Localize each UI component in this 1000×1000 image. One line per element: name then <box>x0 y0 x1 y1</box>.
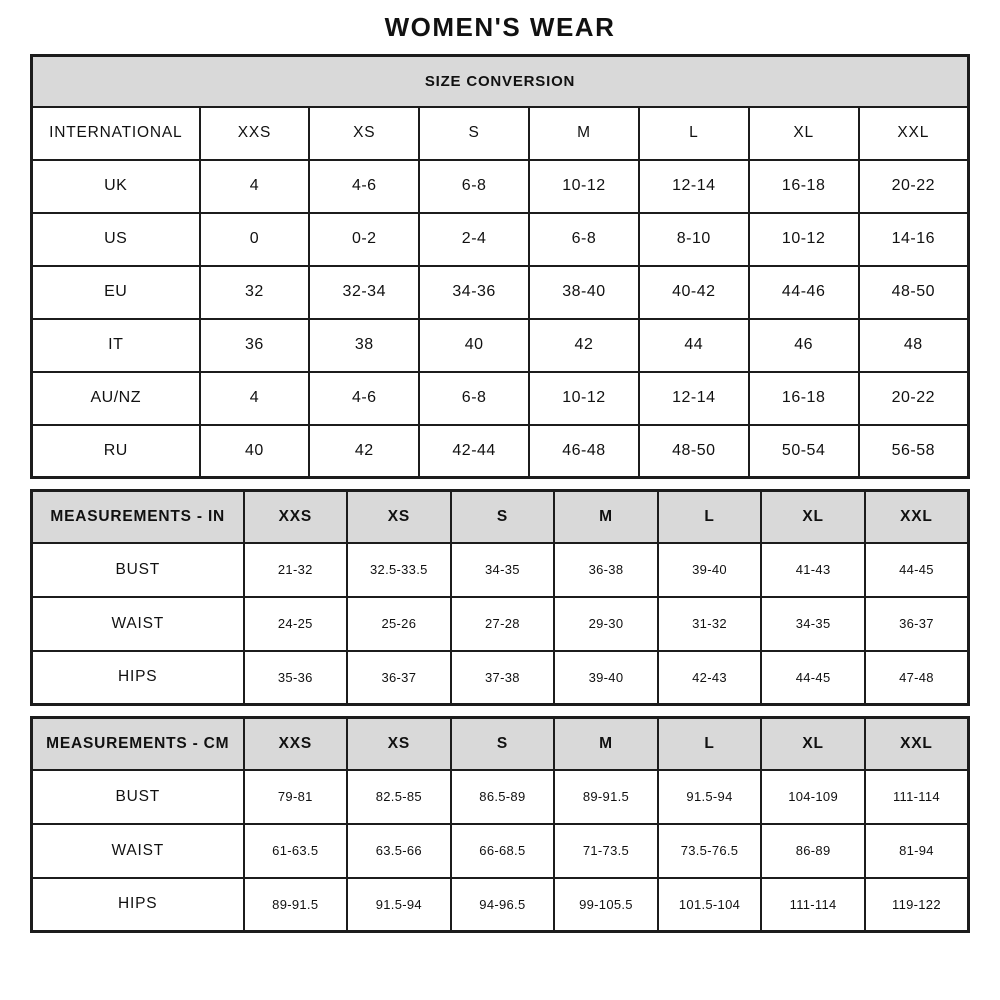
size-value: 8-10 <box>639 213 749 266</box>
size-value: 0-2 <box>309 213 419 266</box>
table-row-hips-in <box>32 651 969 705</box>
measurement-value: 89-91.5 <box>244 878 348 932</box>
column-header-xxl: XXL <box>865 718 969 770</box>
size-value: 40 <box>419 319 529 372</box>
measurements-cm-table <box>30 716 970 933</box>
size-conversion-banner-row <box>32 56 969 107</box>
size-value: 42-44 <box>419 425 529 478</box>
size-value: 4 <box>200 372 310 425</box>
column-header-measurements-in: MEASUREMENTS - IN <box>32 491 244 543</box>
column-header-xl: XL <box>761 491 865 543</box>
measurement-value: 66-68.5 <box>451 824 555 878</box>
size-value: 16-18 <box>749 160 859 213</box>
column-header-m: M <box>554 718 658 770</box>
column-header-xs: XS <box>309 107 419 160</box>
row-label-waist: WAIST <box>32 597 244 651</box>
column-header-xxs: XXS <box>244 491 348 543</box>
measurement-value: 36-37 <box>865 597 969 651</box>
size-value: 16-18 <box>749 372 859 425</box>
row-label-bust: BUST <box>32 543 244 597</box>
size-conversion-table <box>30 54 970 479</box>
measurement-value: 47-48 <box>865 651 969 705</box>
measurement-value: 31-32 <box>658 597 762 651</box>
column-header-measurements-cm: MEASUREMENTS - CM <box>32 718 244 770</box>
row-label-hips: HIPS <box>32 651 244 705</box>
measurement-value: 42-43 <box>658 651 762 705</box>
measurement-value: 99-105.5 <box>554 878 658 932</box>
row-label-ru: RU <box>32 425 200 478</box>
column-header-m: M <box>529 107 639 160</box>
measurement-value: 86.5-89 <box>451 770 555 824</box>
row-label-waist: WAIST <box>32 824 244 878</box>
size-value: 42 <box>309 425 419 478</box>
size-value: 50-54 <box>749 425 859 478</box>
measurements-in-table <box>30 489 970 706</box>
size-value: 36 <box>200 319 310 372</box>
size-value: 32-34 <box>309 266 419 319</box>
table-row-waist-in <box>32 597 969 651</box>
measurement-value: 86-89 <box>761 824 865 878</box>
size-value: 44 <box>639 319 749 372</box>
size-value: 20-22 <box>859 160 969 213</box>
measurements-in-header-row <box>32 491 969 543</box>
measurement-value: 34-35 <box>761 597 865 651</box>
column-header-xs: XS <box>347 491 451 543</box>
column-header-l: L <box>658 491 762 543</box>
size-value: 44-46 <box>749 266 859 319</box>
measurement-value: 104-109 <box>761 770 865 824</box>
measurement-value: 101.5-104 <box>658 878 762 932</box>
measurement-value: 41-43 <box>761 543 865 597</box>
measurement-value: 29-30 <box>554 597 658 651</box>
size-value: 56-58 <box>859 425 969 478</box>
size-value: 48-50 <box>859 266 969 319</box>
row-label-uk: UK <box>32 160 200 213</box>
size-value: 38-40 <box>529 266 639 319</box>
measurement-value: 34-35 <box>451 543 555 597</box>
size-value: 32 <box>200 266 310 319</box>
row-label-it: IT <box>32 319 200 372</box>
table-row-aunz <box>32 372 969 425</box>
table-row-ru <box>32 425 969 478</box>
size-value: 4-6 <box>309 160 419 213</box>
size-value: 46 <box>749 319 859 372</box>
measurement-value: 82.5-85 <box>347 770 451 824</box>
table-row-us <box>32 213 969 266</box>
table-row-it <box>32 319 969 372</box>
size-value: 2-4 <box>419 213 529 266</box>
measurement-value: 36-38 <box>554 543 658 597</box>
measurement-value: 24-25 <box>244 597 348 651</box>
column-header-m: M <box>554 491 658 543</box>
column-header-xl: XL <box>749 107 859 160</box>
column-header-international: INTERNATIONAL <box>32 107 200 160</box>
column-header-xxl: XXL <box>865 491 969 543</box>
column-header-xl: XL <box>761 718 865 770</box>
measurement-value: 44-45 <box>865 543 969 597</box>
measurement-value: 91.5-94 <box>658 770 762 824</box>
size-conversion-banner: SIZE CONVERSION <box>32 56 969 107</box>
size-value: 6-8 <box>529 213 639 266</box>
measurement-value: 27-28 <box>451 597 555 651</box>
size-conversion-header-row <box>32 107 969 160</box>
measurement-value: 111-114 <box>865 770 969 824</box>
size-value: 0 <box>200 213 310 266</box>
size-value: 38 <box>309 319 419 372</box>
column-header-l: L <box>658 718 762 770</box>
measurement-value: 32.5-33.5 <box>347 543 451 597</box>
size-value: 20-22 <box>859 372 969 425</box>
size-value: 46-48 <box>529 425 639 478</box>
size-value: 34-36 <box>419 266 529 319</box>
size-value: 10-12 <box>529 160 639 213</box>
column-header-s: S <box>419 107 529 160</box>
table-row-hips-cm <box>32 878 969 932</box>
column-header-xxl: XXL <box>859 107 969 160</box>
table-row-eu <box>32 266 969 319</box>
page-title: WOMEN'S WEAR <box>384 12 616 42</box>
measurement-value: 21-32 <box>244 543 348 597</box>
column-header-xs: XS <box>347 718 451 770</box>
measurement-value: 39-40 <box>554 651 658 705</box>
size-value: 4-6 <box>309 372 419 425</box>
measurement-value: 63.5-66 <box>347 824 451 878</box>
size-value: 12-14 <box>639 372 749 425</box>
column-header-l: L <box>639 107 749 160</box>
size-value: 40-42 <box>639 266 749 319</box>
table-row-bust-cm <box>32 770 969 824</box>
table-row-uk <box>32 160 969 213</box>
row-label-us: US <box>32 213 200 266</box>
size-value: 10-12 <box>529 372 639 425</box>
size-value: 4 <box>200 160 310 213</box>
size-value: 12-14 <box>639 160 749 213</box>
measurement-value: 119-122 <box>865 878 969 932</box>
measurements-cm-header-row <box>32 718 969 770</box>
measurement-value: 37-38 <box>451 651 555 705</box>
table-row-bust-in <box>32 543 969 597</box>
size-value: 48-50 <box>639 425 749 478</box>
size-value: 14-16 <box>859 213 969 266</box>
measurement-value: 81-94 <box>865 824 969 878</box>
size-value: 6-8 <box>419 160 529 213</box>
size-value: 48 <box>859 319 969 372</box>
measurement-value: 25-26 <box>347 597 451 651</box>
measurement-value: 44-45 <box>761 651 865 705</box>
measurement-value: 73.5-76.5 <box>658 824 762 878</box>
measurement-value: 91.5-94 <box>347 878 451 932</box>
row-label-eu: EU <box>32 266 200 319</box>
row-label-bust: BUST <box>32 770 244 824</box>
row-label-hips: HIPS <box>32 878 244 932</box>
measurement-value: 39-40 <box>658 543 762 597</box>
column-header-xxs: XXS <box>244 718 348 770</box>
measurement-value: 61-63.5 <box>244 824 348 878</box>
row-label-aunz: AU/NZ <box>32 372 200 425</box>
measurement-value: 35-36 <box>244 651 348 705</box>
column-header-s: S <box>451 718 555 770</box>
size-value: 10-12 <box>749 213 859 266</box>
measurement-value: 71-73.5 <box>554 824 658 878</box>
measurement-value: 89-91.5 <box>554 770 658 824</box>
measurement-value: 36-37 <box>347 651 451 705</box>
measurement-value: 79-81 <box>244 770 348 824</box>
column-header-s: S <box>451 491 555 543</box>
measurement-value: 111-114 <box>761 878 865 932</box>
column-header-xxs: XXS <box>200 107 310 160</box>
size-value: 6-8 <box>419 372 529 425</box>
table-row-waist-cm <box>32 824 969 878</box>
size-value: 42 <box>529 319 639 372</box>
size-value: 40 <box>200 425 310 478</box>
measurement-value: 94-96.5 <box>451 878 555 932</box>
